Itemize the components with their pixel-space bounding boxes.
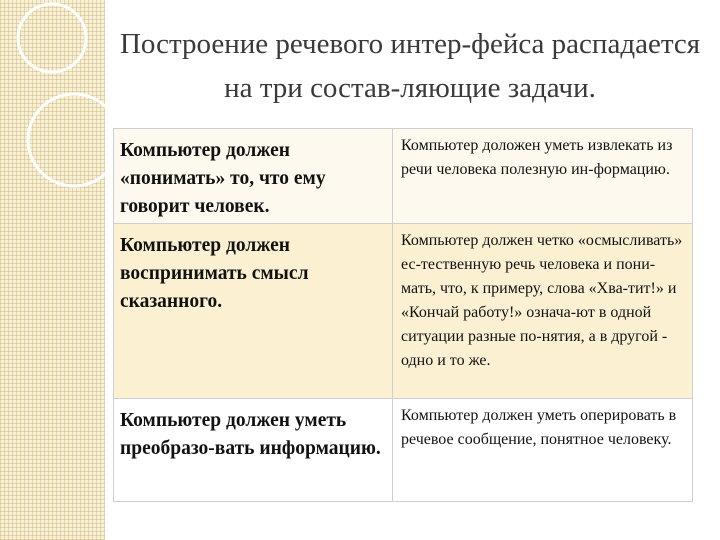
task-cell: Компьютер должен «понимать» то, что ему говорит человек. (114, 129, 393, 224)
description-cell: Компьютер должен четко «осмысливать» ес-тественную речь человека и пони-мать, что, к примеру, слова «Хва-тит!» и «Кончай работу!» означа-ют в одной ситуации разные по-нятия, а в другой - одно и то же. (393, 224, 693, 399)
table-row (114, 224, 693, 399)
description-cell: Компьютер должен уметь оперировать в речевое сообщение, понятное человеку. (393, 399, 693, 502)
task-cell: Компьютер должен уметь преобразо-вать информацию. (114, 399, 393, 502)
table-row (114, 399, 693, 502)
description-cell: Компьютер доложен уметь извлекать из речи человека полезную ин-формацию. (393, 129, 693, 224)
tasks-table (113, 128, 693, 502)
table-row (114, 129, 693, 224)
task-cell: Компьютер должен воспринимать смысл сказанного. (114, 224, 393, 399)
slide-title: Построение речевого интер-фейса распадается на три состав-ляющие задачи. (119, 28, 701, 104)
